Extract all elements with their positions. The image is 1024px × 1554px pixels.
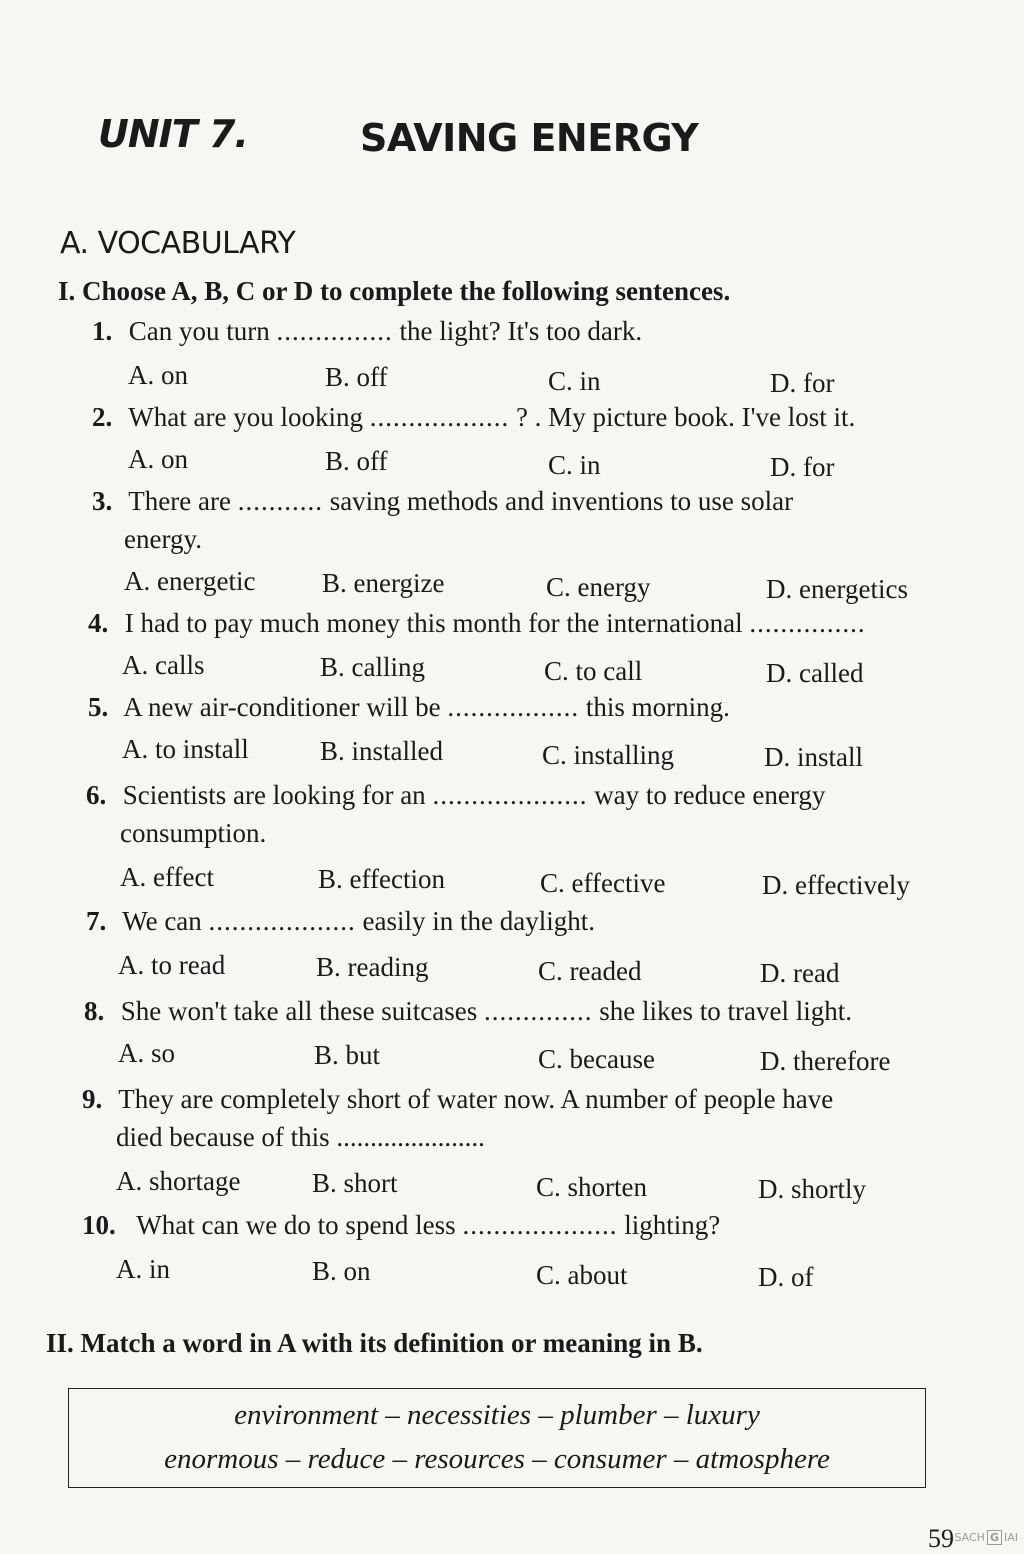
option-c: C. readed bbox=[538, 956, 642, 986]
option-b: B. short bbox=[312, 1168, 398, 1198]
watermark-prefix: SACH bbox=[954, 1531, 985, 1544]
answer-blank: ............... bbox=[276, 316, 393, 346]
question-number: 3. bbox=[92, 486, 113, 516]
option-c: C. in bbox=[548, 450, 601, 480]
question-text: this morning. bbox=[585, 692, 730, 722]
option-d: D. read bbox=[760, 958, 840, 988]
option-a: A. energetic bbox=[124, 566, 256, 596]
question-text: the light? It's too dark. bbox=[399, 316, 643, 346]
word-box bbox=[68, 1388, 926, 1488]
option-a: A. on bbox=[128, 444, 188, 474]
exercise-2-instruction: II. Match a word in A with its definition or meaning in B. bbox=[46, 1328, 703, 1358]
question-number: 8. bbox=[84, 996, 105, 1026]
option-d: D. shortly bbox=[758, 1174, 866, 1204]
option-a: A. in bbox=[116, 1254, 170, 1284]
option-c: C. shorten bbox=[536, 1172, 647, 1202]
option-c: C. because bbox=[538, 1044, 655, 1074]
question-9 bbox=[82, 1084, 833, 1115]
answer-blank: ................... bbox=[208, 906, 356, 936]
option-a: A. so bbox=[118, 1038, 176, 1068]
question-4 bbox=[88, 608, 866, 639]
option-a: A. calls bbox=[122, 650, 205, 680]
question-text: A new air-conditioner will be bbox=[123, 692, 441, 722]
question-number: 6. bbox=[86, 780, 107, 810]
watermark-logo bbox=[954, 1530, 1018, 1545]
answer-blank: ............... bbox=[749, 608, 866, 638]
question-text: she likes to travel light. bbox=[599, 996, 852, 1026]
question-text: What are you looking bbox=[128, 402, 363, 432]
option-d: D. of bbox=[758, 1262, 814, 1292]
option-a: A. effect bbox=[120, 862, 214, 892]
question-text: ? . My picture book. I've lost it. bbox=[515, 402, 856, 432]
section-heading-vocabulary: A. VOCABULARY bbox=[60, 226, 296, 261]
option-c: C. about bbox=[536, 1260, 628, 1290]
option-d: D. energetics bbox=[766, 574, 908, 604]
page-number: 59 bbox=[928, 1524, 954, 1553]
answer-blank: ........... bbox=[237, 486, 323, 516]
watermark-box: G bbox=[987, 1530, 1002, 1545]
question-text: way to reduce energy bbox=[594, 780, 826, 810]
option-d: D. effectively bbox=[762, 870, 910, 900]
unit-number: UNIT 7. bbox=[98, 112, 248, 156]
question-6 bbox=[86, 780, 825, 811]
answer-blank: ................. bbox=[447, 692, 580, 722]
question-text: I had to pay much money this month for the international bbox=[124, 608, 743, 638]
option-b: B. installed bbox=[320, 736, 443, 766]
question-6-continuation: consumption. bbox=[120, 818, 267, 848]
answer-blank: .................... bbox=[462, 1210, 618, 1240]
question-text: She won't take all these suitcases bbox=[120, 996, 478, 1026]
question-number: 5. bbox=[88, 692, 109, 722]
question-9-continuation: died because of this ...................... bbox=[116, 1122, 485, 1152]
question-text: There are bbox=[128, 486, 231, 516]
word-list-line-1: environment – necessities – plumber – luxury bbox=[234, 1399, 760, 1431]
question-number: 9. bbox=[82, 1084, 103, 1114]
question-number: 4. bbox=[88, 608, 109, 638]
option-a: A. shortage bbox=[116, 1166, 241, 1196]
answer-blank: .................... bbox=[432, 780, 588, 810]
option-c: C. to call bbox=[544, 656, 643, 686]
unit-title: SAVING ENERGY bbox=[360, 116, 699, 160]
option-d: D. called bbox=[766, 658, 864, 688]
question-text: Scientists are looking for an bbox=[122, 780, 426, 810]
question-3 bbox=[92, 486, 793, 517]
question-text: Can you turn bbox=[128, 316, 270, 346]
option-c: C. installing bbox=[542, 740, 675, 770]
option-c: C. in bbox=[548, 366, 601, 396]
unit-header bbox=[98, 112, 718, 172]
question-text: easily in the daylight. bbox=[362, 906, 595, 936]
exercise-1-instruction: I. Choose A, B, C or D to complete the following sentences. bbox=[58, 276, 731, 306]
option-d: D. install bbox=[764, 742, 863, 772]
question-text: We can bbox=[122, 906, 202, 936]
option-b: B. calling bbox=[320, 652, 425, 682]
option-b: B. off bbox=[325, 362, 388, 392]
option-b: B. off bbox=[325, 446, 388, 476]
option-a: A. to read bbox=[118, 950, 226, 980]
question-5 bbox=[88, 692, 730, 723]
question-number: 7. bbox=[86, 906, 107, 936]
question-text: They are completely short of water now. A number of people have bbox=[118, 1084, 834, 1114]
question-text: What can we do to spend less bbox=[136, 1210, 456, 1240]
question-3-continuation: energy. bbox=[124, 524, 202, 554]
question-1 bbox=[92, 316, 642, 347]
question-number: 1. bbox=[92, 316, 113, 346]
option-d: D. for bbox=[770, 368, 835, 398]
option-b: B. but bbox=[314, 1040, 381, 1070]
option-b: B. on bbox=[312, 1256, 371, 1286]
answer-blank: .................. bbox=[369, 402, 510, 432]
question-10 bbox=[82, 1210, 720, 1241]
option-c: C. effective bbox=[540, 868, 666, 898]
question-8 bbox=[84, 996, 852, 1027]
question-number: 10. bbox=[82, 1210, 116, 1240]
option-c: C. energy bbox=[546, 572, 651, 602]
option-b: B. energize bbox=[322, 568, 445, 598]
option-d: D. therefore bbox=[760, 1046, 891, 1076]
option-b: B. effection bbox=[318, 864, 445, 894]
option-d: D. for bbox=[770, 452, 835, 482]
word-list-line-2: enormous – reduce – resources – consumer – atmosphere bbox=[164, 1443, 830, 1475]
option-a: A. on bbox=[128, 360, 188, 390]
question-text: lighting? bbox=[624, 1210, 721, 1240]
question-number: 2. bbox=[92, 402, 113, 432]
answer-blank: .............. bbox=[484, 996, 593, 1026]
option-b: B. reading bbox=[316, 952, 429, 982]
option-a: A. to install bbox=[122, 734, 249, 764]
watermark-suffix: IAI bbox=[1003, 1531, 1018, 1544]
question-text: saving methods and inventions to use solar bbox=[329, 486, 794, 516]
question-7 bbox=[86, 906, 595, 937]
question-2 bbox=[92, 402, 855, 433]
